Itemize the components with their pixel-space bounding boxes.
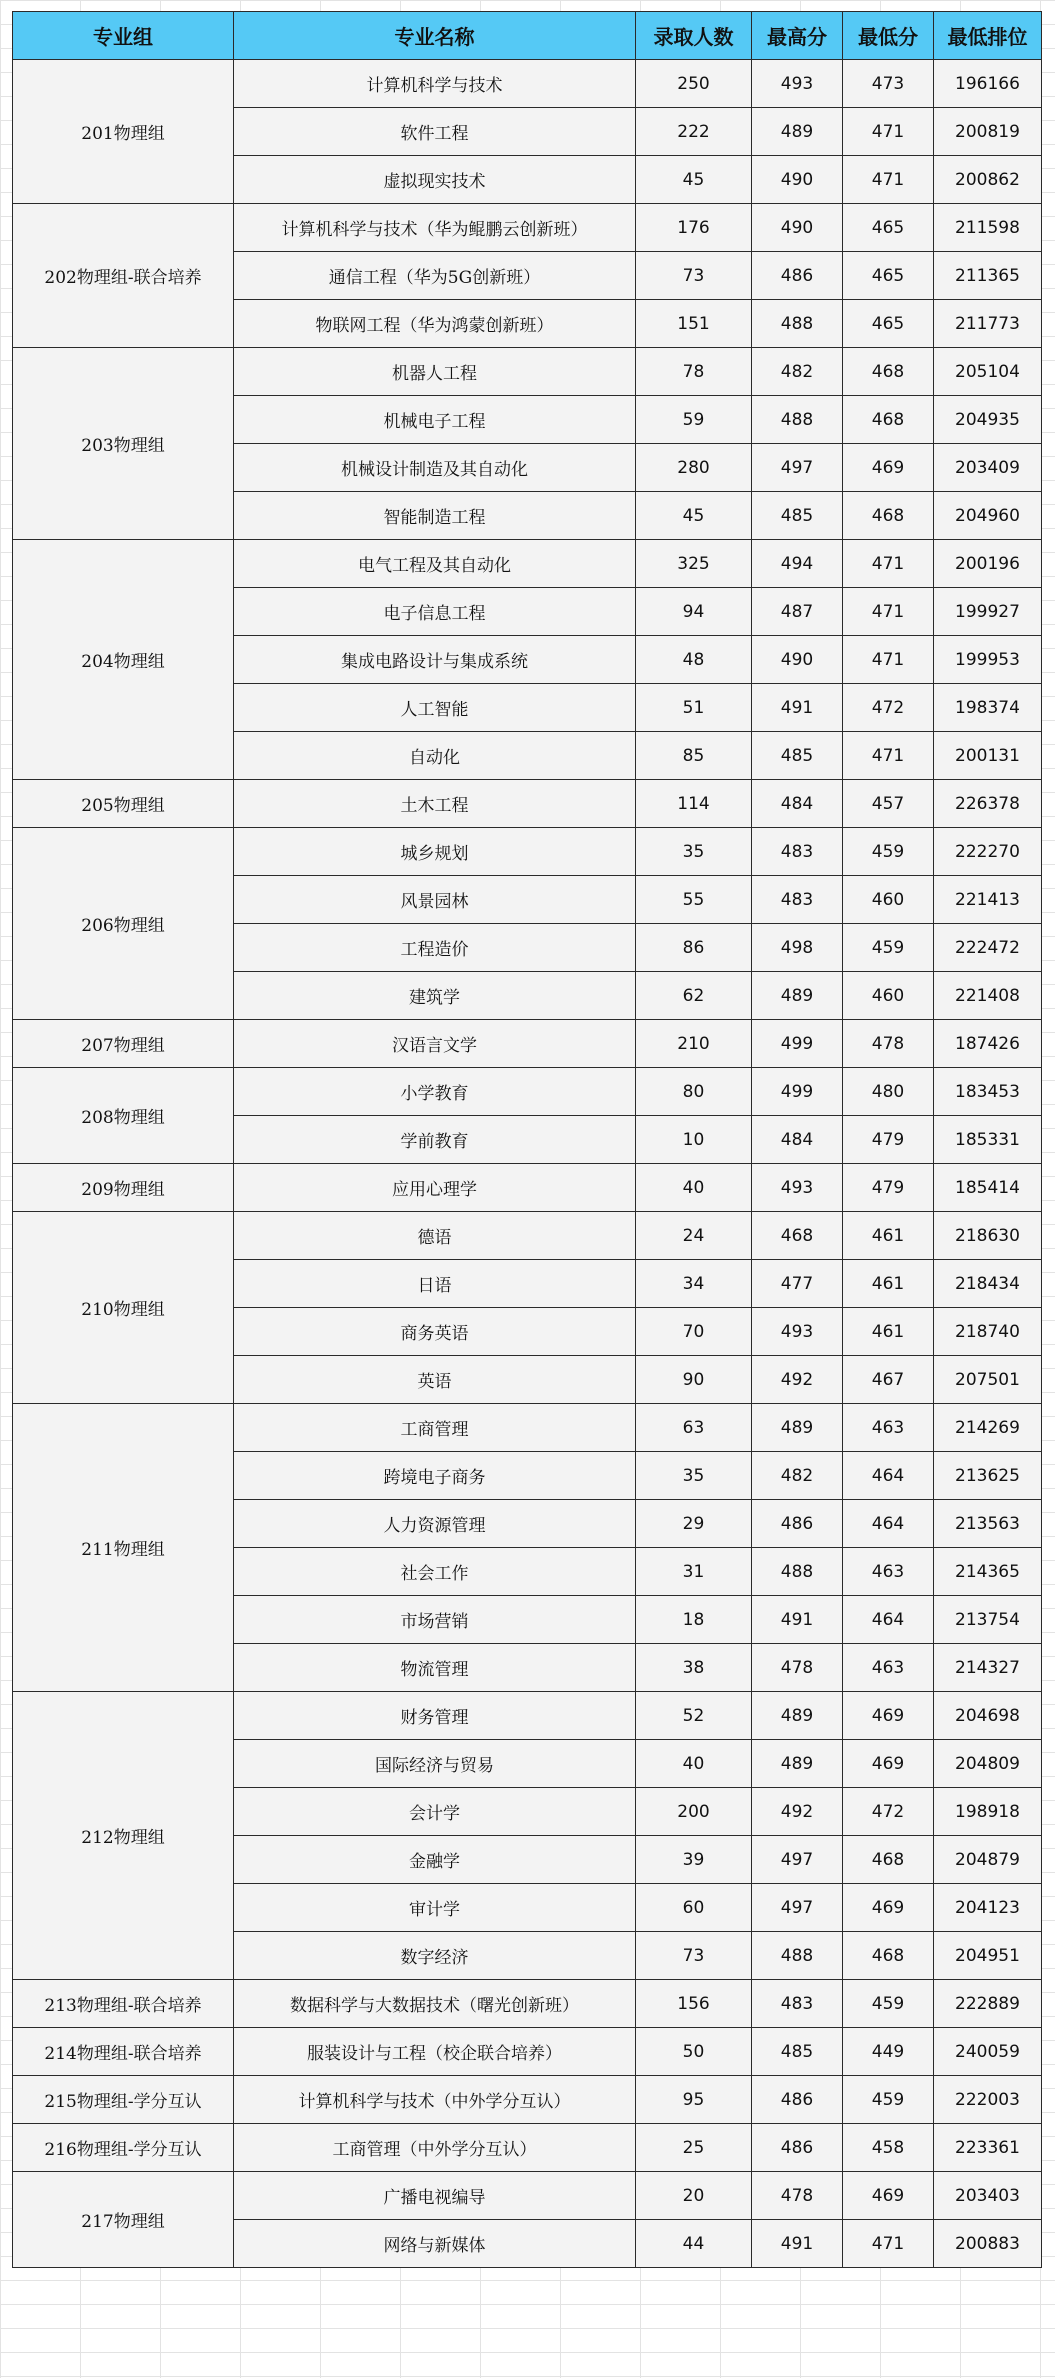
min-score-cell: 460 [843, 876, 934, 924]
min-rank-cell: 199953 [934, 636, 1042, 684]
max-score-cell: 497 [752, 1836, 843, 1884]
max-score-cell: 482 [752, 1452, 843, 1500]
group-cell: 215物理组-学分互认 [13, 2076, 234, 2124]
min-rank-cell: 223361 [934, 2124, 1042, 2172]
enrolled-cell: 151 [636, 300, 752, 348]
enrolled-cell: 73 [636, 1932, 752, 1980]
major-cell: 英语 [234, 1356, 636, 1404]
enrolled-cell: 85 [636, 732, 752, 780]
major-cell: 工商管理 [234, 1404, 636, 1452]
enrolled-cell: 51 [636, 684, 752, 732]
max-score-cell: 485 [752, 2028, 843, 2076]
min-rank-cell: 187426 [934, 1020, 1042, 1068]
max-score-cell: 489 [752, 1692, 843, 1740]
major-cell: 德语 [234, 1212, 636, 1260]
table-row [13, 1980, 1042, 2028]
min-rank-cell: 204123 [934, 1884, 1042, 1932]
enrolled-cell: 200 [636, 1788, 752, 1836]
table-row [13, 1212, 1042, 1260]
min-rank-cell: 214327 [934, 1644, 1042, 1692]
max-score-cell: 488 [752, 1548, 843, 1596]
min-score-cell: 464 [843, 1500, 934, 1548]
max-score-cell: 497 [752, 444, 843, 492]
max-score-cell: 489 [752, 972, 843, 1020]
min-score-cell: 461 [843, 1260, 934, 1308]
min-rank-cell: 185414 [934, 1164, 1042, 1212]
min-score-cell: 469 [843, 1740, 934, 1788]
min-rank-cell: 198374 [934, 684, 1042, 732]
table-row [13, 2076, 1042, 2124]
max-score-cell: 483 [752, 1980, 843, 2028]
min-score-cell: 457 [843, 780, 934, 828]
major-cell: 软件工程 [234, 108, 636, 156]
enrolled-cell: 280 [636, 444, 752, 492]
min-rank-cell: 218740 [934, 1308, 1042, 1356]
major-cell: 智能制造工程 [234, 492, 636, 540]
major-cell: 人力资源管理 [234, 1500, 636, 1548]
enrolled-cell: 38 [636, 1644, 752, 1692]
group-cell: 216物理组-学分互认 [13, 2124, 234, 2172]
min-score-cell: 471 [843, 156, 934, 204]
table-row [13, 1692, 1042, 1740]
min-rank-cell: 205104 [934, 348, 1042, 396]
min-score-cell: 480 [843, 1068, 934, 1116]
min-rank-cell: 222472 [934, 924, 1042, 972]
max-score-cell: 497 [752, 1884, 843, 1932]
max-score-cell: 486 [752, 1500, 843, 1548]
max-score-cell: 484 [752, 1116, 843, 1164]
enrolled-cell: 176 [636, 204, 752, 252]
max-score-cell: 491 [752, 1596, 843, 1644]
admission-table [12, 11, 1042, 2268]
group-cell: 212物理组 [13, 1692, 234, 1980]
table-row [13, 1404, 1042, 1452]
group-cell: 201物理组 [13, 60, 234, 204]
min-score-cell: 468 [843, 1932, 934, 1980]
header-major: 专业名称 [234, 12, 636, 60]
min-score-cell: 465 [843, 252, 934, 300]
min-rank-cell: 200131 [934, 732, 1042, 780]
min-rank-cell: 204960 [934, 492, 1042, 540]
max-score-cell: 478 [752, 1644, 843, 1692]
max-score-cell: 477 [752, 1260, 843, 1308]
major-cell: 数据科学与大数据技术（曙光创新班） [234, 1980, 636, 2028]
max-score-cell: 491 [752, 2220, 843, 2268]
min-rank-cell: 213563 [934, 1500, 1042, 1548]
header-enrolled: 录取人数 [636, 12, 752, 60]
min-rank-cell: 203409 [934, 444, 1042, 492]
min-rank-cell: 183453 [934, 1068, 1042, 1116]
enrolled-cell: 34 [636, 1260, 752, 1308]
header-row [13, 12, 1042, 60]
major-cell: 汉语言文学 [234, 1020, 636, 1068]
major-cell: 土木工程 [234, 780, 636, 828]
min-score-cell: 479 [843, 1116, 934, 1164]
min-score-cell: 460 [843, 972, 934, 1020]
enrolled-cell: 86 [636, 924, 752, 972]
enrolled-cell: 20 [636, 2172, 752, 2220]
max-score-cell: 491 [752, 684, 843, 732]
major-cell: 会计学 [234, 1788, 636, 1836]
min-score-cell: 463 [843, 1548, 934, 1596]
min-score-cell: 459 [843, 1980, 934, 2028]
max-score-cell: 494 [752, 540, 843, 588]
table-body [13, 60, 1042, 2268]
table-row [13, 204, 1042, 252]
max-score-cell: 483 [752, 828, 843, 876]
max-score-cell: 483 [752, 876, 843, 924]
table-row [13, 540, 1042, 588]
major-cell: 财务管理 [234, 1692, 636, 1740]
major-cell: 工程造价 [234, 924, 636, 972]
max-score-cell: 493 [752, 1164, 843, 1212]
min-rank-cell: 221413 [934, 876, 1042, 924]
major-cell: 城乡规划 [234, 828, 636, 876]
enrolled-cell: 156 [636, 1980, 752, 2028]
table-row [13, 780, 1042, 828]
min-rank-cell: 200862 [934, 156, 1042, 204]
major-cell: 工商管理（中外学分互认） [234, 2124, 636, 2172]
major-cell: 学前教育 [234, 1116, 636, 1164]
min-rank-cell: 214365 [934, 1548, 1042, 1596]
group-cell: 208物理组 [13, 1068, 234, 1164]
enrolled-cell: 63 [636, 1404, 752, 1452]
enrolled-cell: 44 [636, 2220, 752, 2268]
max-score-cell: 489 [752, 1404, 843, 1452]
min-rank-cell: 204879 [934, 1836, 1042, 1884]
major-cell: 广播电视编导 [234, 2172, 636, 2220]
min-rank-cell: 218630 [934, 1212, 1042, 1260]
max-score-cell: 488 [752, 300, 843, 348]
min-score-cell: 472 [843, 684, 934, 732]
group-cell: 211物理组 [13, 1404, 234, 1692]
min-score-cell: 467 [843, 1356, 934, 1404]
min-score-cell: 464 [843, 1452, 934, 1500]
enrolled-cell: 45 [636, 492, 752, 540]
enrolled-cell: 95 [636, 2076, 752, 2124]
min-rank-cell: 204951 [934, 1932, 1042, 1980]
enrolled-cell: 24 [636, 1212, 752, 1260]
enrolled-cell: 325 [636, 540, 752, 588]
major-cell: 虚拟现实技术 [234, 156, 636, 204]
enrolled-cell: 40 [636, 1740, 752, 1788]
min-score-cell: 473 [843, 60, 934, 108]
major-cell: 服装设计与工程（校企联合培养） [234, 2028, 636, 2076]
major-cell: 集成电路设计与集成系统 [234, 636, 636, 684]
group-cell: 214物理组-联合培养 [13, 2028, 234, 2076]
min-score-cell: 468 [843, 348, 934, 396]
major-cell: 数字经济 [234, 1932, 636, 1980]
max-score-cell: 488 [752, 1932, 843, 1980]
enrolled-cell: 48 [636, 636, 752, 684]
group-cell: 206物理组 [13, 828, 234, 1020]
major-cell: 小学教育 [234, 1068, 636, 1116]
max-score-cell: 492 [752, 1356, 843, 1404]
enrolled-cell: 78 [636, 348, 752, 396]
min-rank-cell: 214269 [934, 1404, 1042, 1452]
min-score-cell: 479 [843, 1164, 934, 1212]
header-min-score: 最低分 [843, 12, 934, 60]
min-score-cell: 471 [843, 540, 934, 588]
min-rank-cell: 211598 [934, 204, 1042, 252]
major-cell: 金融学 [234, 1836, 636, 1884]
min-rank-cell: 200196 [934, 540, 1042, 588]
max-score-cell: 492 [752, 1788, 843, 1836]
enrolled-cell: 35 [636, 828, 752, 876]
max-score-cell: 487 [752, 588, 843, 636]
max-score-cell: 499 [752, 1020, 843, 1068]
group-cell: 205物理组 [13, 780, 234, 828]
table-row [13, 1020, 1042, 1068]
major-cell: 机械电子工程 [234, 396, 636, 444]
enrolled-cell: 80 [636, 1068, 752, 1116]
group-cell: 210物理组 [13, 1212, 234, 1404]
min-score-cell: 464 [843, 1596, 934, 1644]
major-cell: 电气工程及其自动化 [234, 540, 636, 588]
min-score-cell: 468 [843, 492, 934, 540]
major-cell: 机器人工程 [234, 348, 636, 396]
enrolled-cell: 52 [636, 1692, 752, 1740]
min-rank-cell: 218434 [934, 1260, 1042, 1308]
enrolled-cell: 114 [636, 780, 752, 828]
min-score-cell: 471 [843, 108, 934, 156]
max-score-cell: 498 [752, 924, 843, 972]
min-score-cell: 469 [843, 444, 934, 492]
max-score-cell: 485 [752, 732, 843, 780]
min-rank-cell: 211365 [934, 252, 1042, 300]
header-max-score: 最高分 [752, 12, 843, 60]
min-rank-cell: 199927 [934, 588, 1042, 636]
max-score-cell: 486 [752, 2076, 843, 2124]
max-score-cell: 489 [752, 108, 843, 156]
enrolled-cell: 39 [636, 1836, 752, 1884]
group-cell: 207物理组 [13, 1020, 234, 1068]
major-cell: 审计学 [234, 1884, 636, 1932]
min-rank-cell: 203403 [934, 2172, 1042, 2220]
min-score-cell: 465 [843, 204, 934, 252]
group-cell: 209物理组 [13, 1164, 234, 1212]
min-rank-cell: 207501 [934, 1356, 1042, 1404]
table-row [13, 60, 1042, 108]
major-cell: 日语 [234, 1260, 636, 1308]
enrolled-cell: 73 [636, 252, 752, 300]
enrolled-cell: 250 [636, 60, 752, 108]
max-score-cell: 485 [752, 492, 843, 540]
max-score-cell: 486 [752, 2124, 843, 2172]
max-score-cell: 493 [752, 60, 843, 108]
min-score-cell: 463 [843, 1404, 934, 1452]
min-score-cell: 458 [843, 2124, 934, 2172]
max-score-cell: 490 [752, 636, 843, 684]
major-cell: 物联网工程（华为鸿蒙创新班） [234, 300, 636, 348]
major-cell: 计算机科学与技术（华为鲲鹏云创新班） [234, 204, 636, 252]
enrolled-cell: 62 [636, 972, 752, 1020]
major-cell: 商务英语 [234, 1308, 636, 1356]
max-score-cell: 478 [752, 2172, 843, 2220]
enrolled-cell: 60 [636, 1884, 752, 1932]
enrolled-cell: 55 [636, 876, 752, 924]
enrolled-cell: 94 [636, 588, 752, 636]
group-cell: 203物理组 [13, 348, 234, 540]
min-score-cell: 471 [843, 636, 934, 684]
min-score-cell: 449 [843, 2028, 934, 2076]
min-score-cell: 463 [843, 1644, 934, 1692]
major-cell: 物流管理 [234, 1644, 636, 1692]
group-cell: 202物理组-联合培养 [13, 204, 234, 348]
min-score-cell: 469 [843, 1692, 934, 1740]
enrolled-cell: 25 [636, 2124, 752, 2172]
group-cell: 217物理组 [13, 2172, 234, 2268]
max-score-cell: 499 [752, 1068, 843, 1116]
max-score-cell: 493 [752, 1308, 843, 1356]
min-score-cell: 461 [843, 1308, 934, 1356]
min-rank-cell: 200819 [934, 108, 1042, 156]
min-rank-cell: 196166 [934, 60, 1042, 108]
table-row [13, 828, 1042, 876]
max-score-cell: 482 [752, 348, 843, 396]
enrolled-cell: 210 [636, 1020, 752, 1068]
major-cell: 机械设计制造及其自动化 [234, 444, 636, 492]
table-row [13, 348, 1042, 396]
min-score-cell: 471 [843, 732, 934, 780]
group-cell: 213物理组-联合培养 [13, 1980, 234, 2028]
enrolled-cell: 90 [636, 1356, 752, 1404]
max-score-cell: 489 [752, 1740, 843, 1788]
min-rank-cell: 204809 [934, 1740, 1042, 1788]
max-score-cell: 490 [752, 156, 843, 204]
header-min-rank: 最低排位 [934, 12, 1042, 60]
group-cell: 204物理组 [13, 540, 234, 780]
min-rank-cell: 200883 [934, 2220, 1042, 2268]
max-score-cell: 484 [752, 780, 843, 828]
enrolled-cell: 45 [636, 156, 752, 204]
major-cell: 人工智能 [234, 684, 636, 732]
major-cell: 计算机科学与技术 [234, 60, 636, 108]
min-score-cell: 459 [843, 828, 934, 876]
min-rank-cell: 211773 [934, 300, 1042, 348]
min-rank-cell: 213625 [934, 1452, 1042, 1500]
max-score-cell: 490 [752, 204, 843, 252]
major-cell: 市场营销 [234, 1596, 636, 1644]
min-rank-cell: 222003 [934, 2076, 1042, 2124]
min-score-cell: 471 [843, 588, 934, 636]
min-rank-cell: 221408 [934, 972, 1042, 1020]
enrolled-cell: 70 [636, 1308, 752, 1356]
min-score-cell: 468 [843, 396, 934, 444]
min-rank-cell: 198918 [934, 1788, 1042, 1836]
min-score-cell: 468 [843, 1836, 934, 1884]
min-rank-cell: 222270 [934, 828, 1042, 876]
table-row [13, 1068, 1042, 1116]
min-score-cell: 471 [843, 2220, 934, 2268]
major-cell: 计算机科学与技术（中外学分互认） [234, 2076, 636, 2124]
min-rank-cell: 185331 [934, 1116, 1042, 1164]
min-rank-cell: 204935 [934, 396, 1042, 444]
enrolled-cell: 40 [636, 1164, 752, 1212]
min-rank-cell: 226378 [934, 780, 1042, 828]
min-score-cell: 469 [843, 1884, 934, 1932]
enrolled-cell: 222 [636, 108, 752, 156]
table-row [13, 1164, 1042, 1212]
min-rank-cell: 222889 [934, 1980, 1042, 2028]
min-score-cell: 465 [843, 300, 934, 348]
enrolled-cell: 29 [636, 1500, 752, 1548]
min-score-cell: 472 [843, 1788, 934, 1836]
enrolled-cell: 35 [636, 1452, 752, 1500]
major-cell: 风景园林 [234, 876, 636, 924]
major-cell: 应用心理学 [234, 1164, 636, 1212]
min-score-cell: 461 [843, 1212, 934, 1260]
min-score-cell: 459 [843, 2076, 934, 2124]
major-cell: 网络与新媒体 [234, 2220, 636, 2268]
min-score-cell: 478 [843, 1020, 934, 1068]
table-row [13, 2028, 1042, 2076]
enrolled-cell: 18 [636, 1596, 752, 1644]
min-score-cell: 459 [843, 924, 934, 972]
min-rank-cell: 204698 [934, 1692, 1042, 1740]
major-cell: 电子信息工程 [234, 588, 636, 636]
major-cell: 通信工程（华为5G创新班） [234, 252, 636, 300]
enrolled-cell: 31 [636, 1548, 752, 1596]
max-score-cell: 468 [752, 1212, 843, 1260]
min-rank-cell: 213754 [934, 1596, 1042, 1644]
table-row [13, 2124, 1042, 2172]
header-group: 专业组 [13, 12, 234, 60]
major-cell: 跨境电子商务 [234, 1452, 636, 1500]
enrolled-cell: 10 [636, 1116, 752, 1164]
table-row [13, 2172, 1042, 2220]
max-score-cell: 486 [752, 252, 843, 300]
enrolled-cell: 59 [636, 396, 752, 444]
min-rank-cell: 240059 [934, 2028, 1042, 2076]
enrolled-cell: 50 [636, 2028, 752, 2076]
major-cell: 建筑学 [234, 972, 636, 1020]
min-score-cell: 469 [843, 2172, 934, 2220]
major-cell: 自动化 [234, 732, 636, 780]
major-cell: 国际经济与贸易 [234, 1740, 636, 1788]
max-score-cell: 488 [752, 396, 843, 444]
major-cell: 社会工作 [234, 1548, 636, 1596]
